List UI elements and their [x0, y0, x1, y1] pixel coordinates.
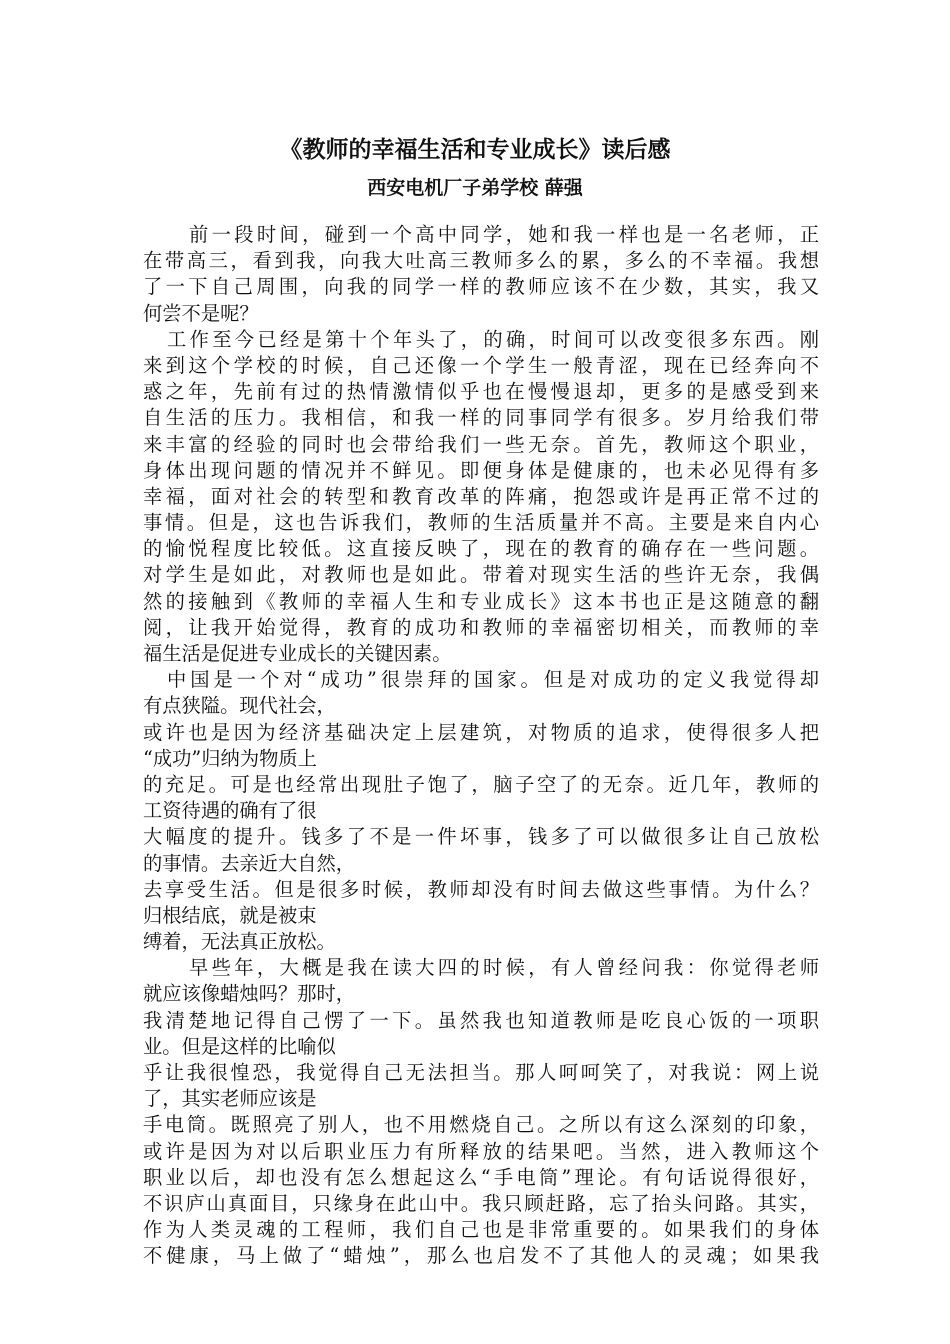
- text-line: 何尝不是呢？: [143, 301, 259, 325]
- text-line: 早些年，大概是我在读大四的时候，有人曾经问我：你觉得老师: [189, 956, 819, 980]
- text-line: “成功”归纳为物质上: [143, 746, 317, 770]
- text-line: 阅，让我开始觉得，教育的成功和教师的幸福密切相关，而教师的幸: [143, 615, 819, 639]
- text-line: 有点狭隘。现代社会，: [143, 694, 336, 718]
- text-line: 来丰富的经验的同时也会带给我们一些无奈。首先，教师这个职业，: [143, 432, 819, 456]
- text-line: 不识庐山真面目，只缘身在此山中。我只顾赶路，忘了抬头问路。其实，: [143, 1191, 819, 1215]
- text-line: 然的接触到《教师的幸福人生和专业成长》这本书也正是这随意的翻: [143, 589, 819, 613]
- text-line: 了，其实老师应该是: [143, 1087, 317, 1111]
- text-line: 自生活的压力。我相信，和我一样的同事同学有很多。岁月给我们带: [143, 406, 819, 430]
- text-line: 业。但是这样的比喻似: [143, 1034, 336, 1058]
- text-line: 在带高三，看到我，向我大吐高三教师多么的累，多么的不幸福。我想: [143, 249, 819, 273]
- text-line: 身体出现问题的情况并不鲜见。即便身体是健康的，也未必见得有多: [143, 458, 819, 482]
- text-line: 大幅度的提升。钱多了不是一件坏事，钱多了可以做很多让自己放松: [143, 825, 819, 849]
- text-line: 手电筒。既照亮了别人，也不用燃烧自己。之所以有这么深刻的印象，: [143, 1113, 819, 1137]
- text-line: 工资待遇的确有了很: [143, 799, 317, 823]
- text-line: 乎让我很惶恐，我觉得自己无法担当。那人呵呵笑了，对我说：网上说: [143, 1061, 819, 1084]
- text-line: 就应该像蜡烛吗？那时，: [143, 982, 356, 1006]
- text-line: 对学生是如此，对教师也是如此。带着对现实生活的些许无奈，我偶: [143, 563, 819, 587]
- text-line: 缚着，无法真正放松。: [143, 930, 336, 954]
- text-line: 福生活是促进专业成长的关键因素。: [143, 642, 452, 665]
- text-line: 中国是一个对“成功”很崇拜的国家。但是对成功的定义我觉得却: [167, 668, 819, 692]
- text-line: 我清楚地记得自己愣了一下。虽然我也知道教师是吃良心饭的一项职: [143, 1008, 819, 1032]
- text-line: 职业以后，却也没有怎么想起这么“手电筒”理论。有句话说得很好，: [143, 1165, 819, 1189]
- text-line: 的充足。可是也经常出现肚子饱了，脑子空了的无奈。近几年，教师的: [143, 772, 819, 796]
- text-line: 惑之年，先前有过的热情激情似乎也在慢慢退却，更多的是感受到来: [143, 380, 819, 404]
- text-line: 幸福，面对社会的转型和教育改革的阵痛，抱怨或许是再正常不过的: [143, 484, 819, 508]
- document-title: 《教师的幸福生活和专业成长》读后感: [279, 136, 671, 163]
- text-line: 的愉悦程度比较低。这直接反映了，现在的教育的确存在一些问题。: [143, 537, 819, 561]
- text-line: 来到这个学校的时候，自己还像一个学生一般青涩，现在已经奔向不: [143, 353, 819, 377]
- text-line: 或许也是因为经济基础决定上层建筑，对物质的追求，使得很多人把: [143, 720, 819, 744]
- text-line: 工作至今已经是第十个年头了，的确，时间可以改变很多东西。刚: [167, 327, 819, 351]
- text-line: 去享受生活。但是很多时候，教师却没有时间去做这些事情。为什么？: [143, 877, 819, 901]
- text-line: 归根结底，就是被束: [143, 903, 317, 927]
- text-line: 不健康，马上做了“蜡烛”，那么也启发不了其他人的灵魂；如果我: [143, 1244, 819, 1268]
- text-line: 或许是因为对以后职业压力有所释放的结果吧。当然，进入教师这个: [143, 1139, 819, 1163]
- text-line: 作为人类灵魂的工程师，我们自己也是非常重要的。如果我们的身体: [143, 1218, 819, 1242]
- text-line: 前一段时间，碰到一个高中同学，她和我一样也是一名老师，正: [189, 223, 819, 246]
- document-body: [143, 222, 819, 1270]
- text-line: 事情。但是，这也告诉我们，教师的生活质量并不高。主要是来自内心: [143, 511, 819, 535]
- text-line: 的事情。去亲近大自然，: [143, 851, 356, 875]
- text-line: 了一下自己周围，向我的同学一样的教师应该不在少数，其实，我又: [143, 275, 819, 299]
- document-author: 西安电机厂子弟学校 薛强: [367, 177, 583, 199]
